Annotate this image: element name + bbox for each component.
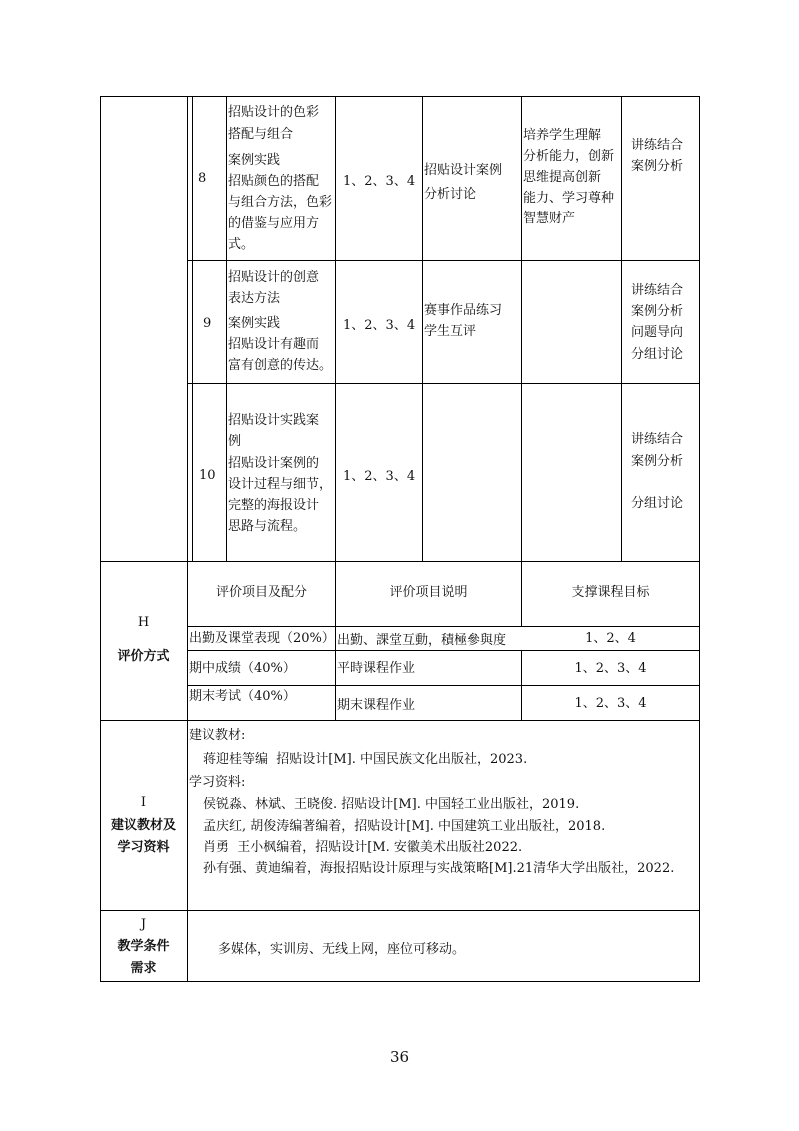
grid-line xyxy=(187,626,700,627)
eval-header-description: 评价项目说明 xyxy=(389,585,468,600)
conditions-text: 多媒体，实训房、无线上网，座位可移动。 xyxy=(218,942,466,957)
section-j-letter: J xyxy=(140,917,147,932)
grid-line xyxy=(335,96,336,562)
page-number: 36 xyxy=(389,1048,410,1066)
resource-entry: 孙有强、黄迪编着，海报招贴设计原理与实战策略[M].21清华大学出版社，2022. xyxy=(203,861,675,876)
section-h-title: 评价方式 xyxy=(117,649,170,664)
resources-label: 学习资料: xyxy=(189,775,246,790)
eval-item-name: 出勤及课堂表现（20%） xyxy=(189,631,335,646)
eval-item-targets: 1、2、4 xyxy=(585,631,636,646)
section-h-letter: H xyxy=(137,615,150,630)
grid-line xyxy=(187,96,188,562)
eval-header-targets: 支撑课程目标 xyxy=(571,585,650,600)
row-8-targets: 1、2、3、4 xyxy=(343,174,416,189)
section-i-title: 建议教材及 xyxy=(110,818,176,833)
row-8-number: 8 xyxy=(198,171,207,186)
table-border-top xyxy=(100,96,700,97)
grid-line xyxy=(422,96,423,562)
eval-item-targets: 1、2、3、4 xyxy=(574,661,647,676)
row-9-targets: 1、2、3、4 xyxy=(343,318,416,333)
eval-item-targets: 1、2、3、4 xyxy=(574,696,647,711)
grid-line xyxy=(100,910,700,911)
table-border-right xyxy=(699,96,700,982)
document-page: 8 招贴设计的色彩 搭配与组合 案例实践 招贴颜色的搭配 与组合方法，色彩 的借鉴与应用方 式。 1、2、3、4 招贴设计案例 分析讨论 培养学生理解 分析能力，创新 思维提高创新 能力、学习尊种 智慧财产 讲练结合 案例分析 9 招贴设计的创意 表达方法 案例实践 招贴设计有趣而 富有创意的传达。 1、2、3、4 赛事作品练习 学生互评 讲练结合 案例分析 问题导向 分组讨论 10 招贴设计实践案 例 招贴设计案例的 设计过程与细节， 完整的海报设计 思路与流程。 1、2、3、4 讲练结合 案例分析 分组讨论 H 评价方式 评价项目及配分 评价项目说明 支撑课程目标 出勤及课堂表现（20%） 出勤、課堂互動，積極參與度 1、2、4 期中成绩（40%） 平時课程作业 1、2、3、4 期末考试（40%） 期末课程作业 1、2、3、4 I 建议教材及 学习资料 建议教材: 蒋迎桂等编 招贴设计[M]. 中国民族文化出版社，2023. 学习资料: 侯锐淼、林斌、王晓俊. 招贴设计[M]. 中国轻工业出版社，2019. 孟庆红, 胡俊涛编著编着，招贴设计[M]. 中国建筑工业出版社，2018. 肖勇 王小枫编着，招贴设计[M. 安徽美术出版社2022. 孙有强、黄迪编着，海报招贴设计原理与实战策略[M].21清华大学出版社，2022. J 教学条件 需求 多媒体，实训房、无线上网，座位可移动。 36 xyxy=(0,0,799,1131)
section-i-letter: I xyxy=(140,795,147,810)
resource-entry: 孟庆红, 胡俊涛编著编着，招贴设计[M]. 中国建筑工业出版社，2018. xyxy=(203,819,606,834)
grid-line xyxy=(187,910,188,981)
textbook-entry: 蒋迎桂等编 招贴设计[M]. 中国民族文化出版社，2023. xyxy=(203,752,528,767)
section-j-title: 需求 xyxy=(130,961,157,976)
resource-entry: 侯锐淼、林斌、王晓俊. 招贴设计[M]. 中国轻工业出版社，2019. xyxy=(203,797,580,812)
eval-item-description: 平時课程作业 xyxy=(337,661,416,676)
grid-line xyxy=(187,383,700,384)
row-10-number: 10 xyxy=(199,468,216,483)
eval-header-item: 评价项目及配分 xyxy=(215,585,307,600)
eval-item-description: 出勤、課堂互動，積極參與度 xyxy=(337,633,507,648)
grid-line xyxy=(192,96,193,562)
grid-line xyxy=(226,96,227,562)
textbook-label: 建议教材: xyxy=(189,728,246,743)
grid-line xyxy=(521,96,522,562)
eval-item-description: 期末课程作业 xyxy=(337,698,416,713)
eval-item-name: 期末考试（40%） xyxy=(189,689,296,704)
resource-entry: 肖勇 王小枫编着，招贴设计[M. 安徽美术出版社2022. xyxy=(203,840,523,855)
eval-item-name: 期中成绩（40%） xyxy=(189,661,296,676)
grid-line xyxy=(100,561,700,562)
grid-line xyxy=(621,96,622,562)
row-10-targets: 1、2、3、4 xyxy=(343,469,416,484)
table-border-bottom xyxy=(100,981,700,982)
section-j-title: 教学条件 xyxy=(117,939,170,954)
row-9-number: 9 xyxy=(203,316,212,331)
grid-line xyxy=(187,260,700,261)
grid-line xyxy=(100,720,700,721)
section-i-title: 学习资料 xyxy=(117,840,170,855)
